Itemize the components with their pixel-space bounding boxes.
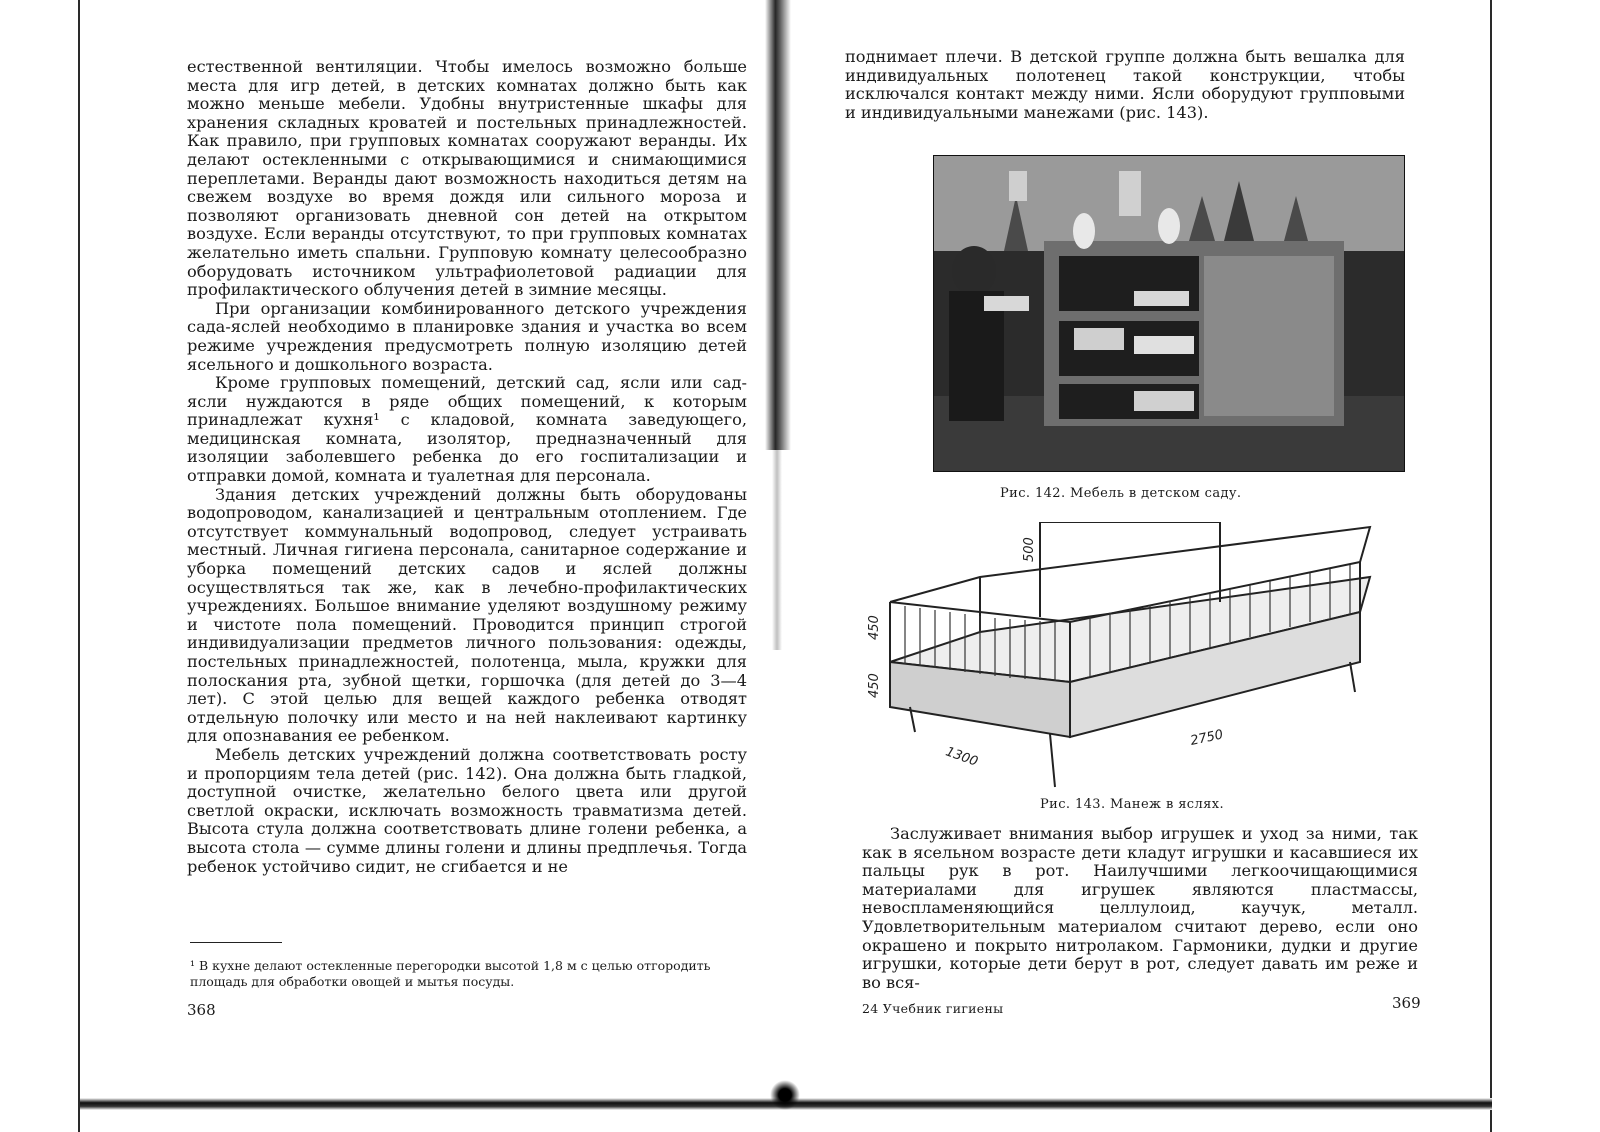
figure-142-caption: Рис. 142. Мебель в детском саду. <box>1000 486 1242 501</box>
page-number: 369 <box>1392 994 1421 1012</box>
left-page <box>0 0 790 1132</box>
paragraph: естественной вентиляции. Чтобы имелось возможно больше места для игр детей, в детских комнатах должно быть как можно меньше мебели. Удобны внутристенные шкафы для хранения складных кроватей и постельных принадлежностей. Как правило, при групповых комнатах сооружают веранды. Их делают остекленными с открывающимися и снимающимися переплетами. Веранды дают возможность находиться детям на свежем воздухе во время дождя или сильного мороза и позволяют организовать дневной сон детей на открытом воздухе. Если веранды отсутствуют, то при групповых комнатах желательно иметь спальни. Групповую комнату целесообразно оборудовать источником ультрафиолетовой радиации для профилактического облучения детей в зимние месяцы. <box>187 57 747 300</box>
printer-signature: 24 Учебник гигиены <box>862 1001 1004 1016</box>
dim-450-upper-label: 450 <box>867 615 882 640</box>
dim-1300-label: 1300 <box>943 744 980 770</box>
figure-143-caption: Рис. 143. Манеж в яслях. <box>1040 797 1225 812</box>
paragraph: Кроме групповых помещений, детский сад, ясли или сад-ясли нуждаются в ряде общих помещений, к которым принадлежат кухня¹ с кладовой, комната заведующего, медицинская комната, изолятор, предназначенный для изоляции заболевшего ребенка до его госпитализации и отправки домой, комната и туалетная для персонала. <box>187 373 747 486</box>
dim-500-label: 500 <box>1022 537 1037 562</box>
right-page-top-text <box>845 48 1405 122</box>
figure-142-photo <box>933 155 1405 472</box>
furniture-photo-illustration <box>934 156 1404 471</box>
footnote: ¹ В кухне делают остекленные перегородки высотой 1,8 м с целью отгородить площадь для обработки овощей и мытья посуды. <box>190 958 711 989</box>
paragraph: поднимает плечи. В детской группе должна быть вешалка для индивидуальных полотенец такой конструкции, чтобы исключался контакт между ними. Ясли оборудуют групповыми и индивидуальными манежами (рис. 143). <box>845 47 1405 122</box>
paragraph: Здания детских учреждений должны быть оборудованы водопроводом, канализацией и центральным отоплением. Где отсутствует коммунальный водопровод, следует устраивать местный. Личная гигиена персонала, санитарное содержание и уборка помещений детских садов и яслей должны осуществляться так же, как в лечебно-профилактических учреждениях. Большое внимание уделяют воздушному режиму и чистоте пола помещений. Проводится принцип строгой индивидуализации предметов личного пользования: одежды, постельных принадлежностей, полотенца, мыла, кружки для полоскания рта, зубной щетки, горшочка (для детей до 3—4 лет). С этой целью для вещей каждого ребенка отводят отдельную полочку или место и на ней наклеивают картинку для опознавания ее ребенком. <box>187 484 747 746</box>
paragraph: Заслуживает внимания выбор игрушек и уход за ними, так как в ясельном возрасте дети кладут игрушки и касавшиеся их пальцы рук в рот. Наилучшими легкоочищающимися материалами для игрушек являются пластмассы, невоспламеняющийся целлулоид, каучук, металл. Удовлетворительным материалом считают дерево, если оно окрашено и покрыто нитролаком. Гармоники, дудки и другие игрушки, которые дети берут в рот, следует давать им реже и во вся- <box>862 824 1418 992</box>
paragraph: Мебель детских учреждений должна соответствовать росту и пропорциям тела детей (рис. 142). Она должна быть гладкой, доступной очистке, желательно белого цвета или другой светлой окраски, исключать возможность травматизма детей. Высота стула должна соответствовать длине голени ребенка, а высота стола — сумме длины голени и длины предплечья. Тогда ребенок устойчиво сидит, не сгибается и не <box>187 744 747 876</box>
paragraph: При организации комбинированного детского учреждения сада-яслей необходимо в планировке здания и участка во всем режиме учреждения предусмотреть полную изоляцию детей ясельного и дошкольного возраста. <box>187 298 747 374</box>
footnote-divider <box>190 942 282 943</box>
right-page-bottom-text <box>862 825 1418 992</box>
figure-143-playpen-drawing <box>860 522 1400 792</box>
dim-2750-label: 2750 <box>1189 727 1225 749</box>
playpen-drawing <box>860 522 1400 792</box>
page-number: 368 <box>187 1001 216 1019</box>
dim-450-lower-label: 450 <box>867 673 882 698</box>
left-page-body <box>187 58 747 876</box>
